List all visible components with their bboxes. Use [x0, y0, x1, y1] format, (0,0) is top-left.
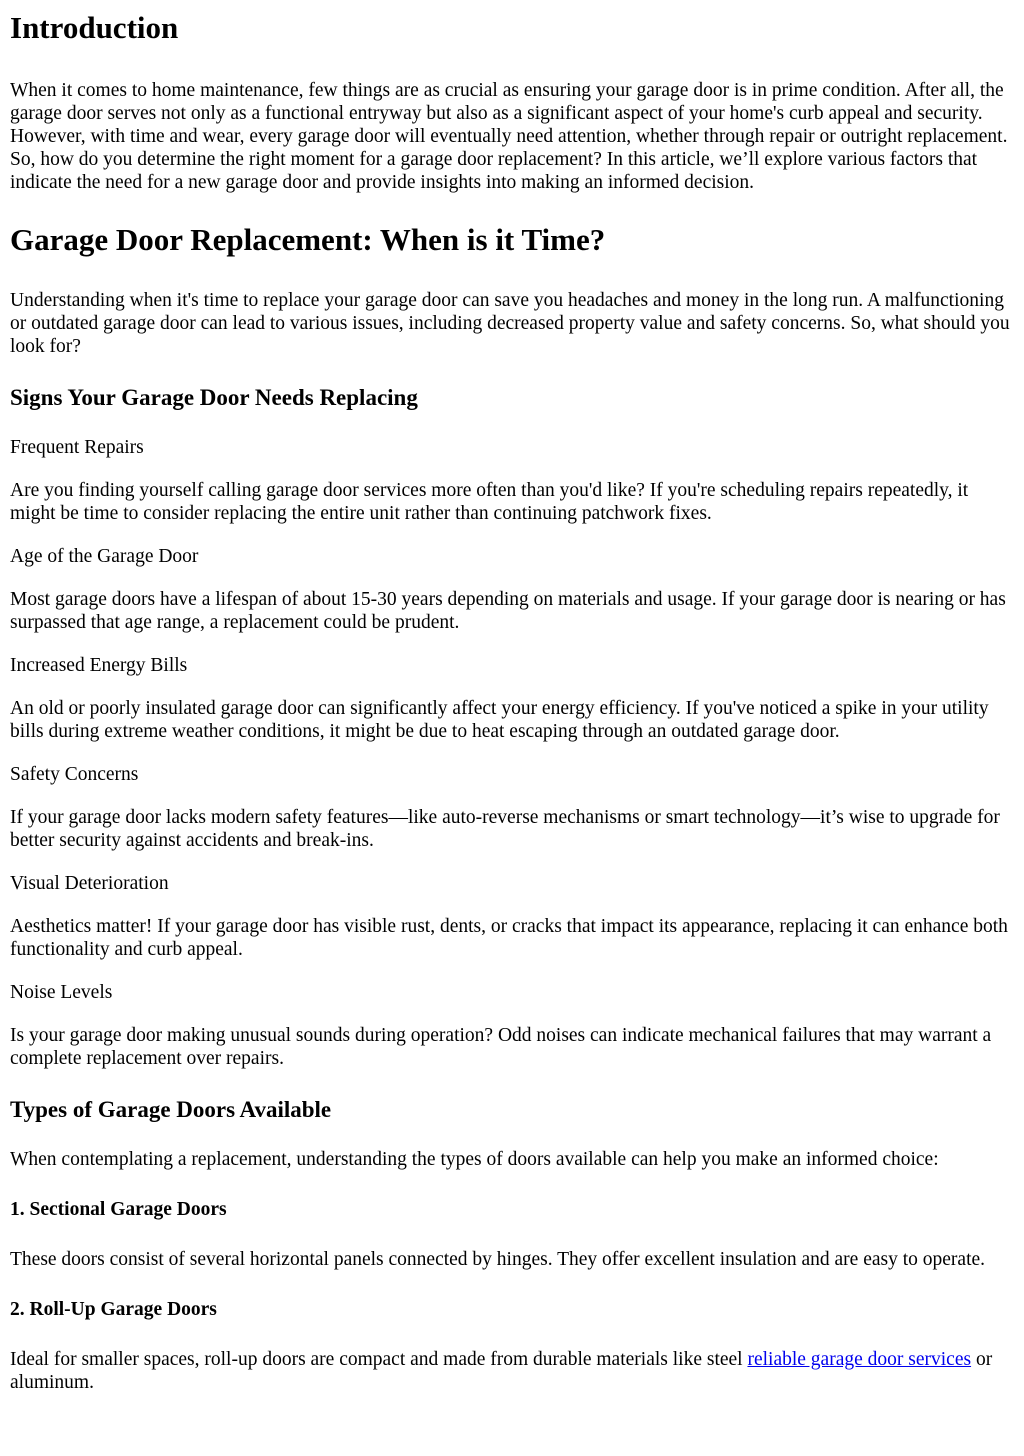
intro-heading: Introduction [10, 10, 179, 45]
article [0, 10, 1024, 1394]
rollup-paragraph [10, 1348, 1014, 1394]
replacement-heading: Garage Door Replacement: When is it Time? [10, 222, 606, 257]
types-paragraph: When contemplating a replacement, understanding the types of doors available can help you make an informed choice: [10, 1149, 939, 1170]
rollup-text-after: or aluminum. [10, 1349, 993, 1393]
sign-body-energy-bills: An old or poorly insulated garage door can significantly affect your energy efficiency. If you've noticed a spike in your utility bills during extreme weather conditions, it might be due to heat escaping through an outdated garage door. [10, 698, 989, 742]
types-heading: Types of Garage Doors Available [10, 1097, 332, 1122]
reliable-services-link[interactable]: reliable garage door services [747, 1349, 972, 1370]
signs-heading: Signs Your Garage Door Needs Replacing [10, 385, 418, 410]
sign-heading-noise: Noise Levels [10, 982, 113, 1003]
sign-heading-age: Age of the Garage Door [10, 546, 199, 567]
sign-heading-visual: Visual Deterioration [10, 873, 169, 894]
intro-paragraph: When it comes to home maintenance, few things are as crucial as ensuring your garage door is in prime condition. After all, the garage door serves not only as a functional entryway but also as a significant aspect of your home's curb appeal and security. However, with time and wear, every garage door will eventually need attention, whether through repair or outright replacement. So, how do you determine the right moment for a garage door replacement? In this article, we’ll explore various factors that indicate the need for a new garage door and provide insights into making an informed decision. [10, 80, 1008, 193]
sign-body-frequent-repairs: Are you finding yourself calling garage door services more often than you'd like? If you're scheduling repairs repeatedly, it might be time to consider replacing the entire unit rather than continuing patchwork fixes. [10, 480, 969, 524]
sign-body-visual: Aesthetics matter! If your garage door has visible rust, dents, or cracks that impact its appearance, replacing it can enhance both functionality and curb appeal. [10, 916, 1008, 960]
sign-body-safety: If your garage door lacks modern safety features—like auto-reverse mechanisms or smart technology—it’s wise to upgrade for better security against accidents and break-ins. [10, 807, 1000, 851]
sign-body-noise: Is your garage door making unusual sounds during operation? Odd noises can indicate mechanical failures that may warrant a complete replacement over repairs. [10, 1025, 992, 1069]
sign-body-age: Most garage doors have a lifespan of about 15-30 years depending on materials and usage. If your garage door is nearing or has surpassed that age range, a replacement could be prudent. [10, 589, 1006, 633]
rollup-text-before: Ideal for smaller spaces, roll-up doors are compact and made from durable materials like steel [10, 1349, 748, 1370]
signs-list [10, 436, 1014, 1070]
rollup-heading: 2. Roll-Up Garage Doors [10, 1299, 217, 1320]
sign-heading-frequent-repairs: Frequent Repairs [10, 437, 144, 458]
sign-heading-energy-bills: Increased Energy Bills [10, 655, 188, 676]
sign-heading-safety: Safety Concerns [10, 764, 139, 785]
replacement-paragraph: Understanding when it's time to replace your garage door can save you headaches and money in the long run. A malfunctioning or outdated garage door can lead to various issues, including decreased property value and safety concerns. So, what should you look for? [10, 290, 1010, 357]
sectional-heading: 1. Sectional Garage Doors [10, 1199, 227, 1220]
sectional-paragraph: These doors consist of several horizontal panels connected by hinges. They offer excellent insulation and are easy to operate. [10, 1249, 986, 1270]
